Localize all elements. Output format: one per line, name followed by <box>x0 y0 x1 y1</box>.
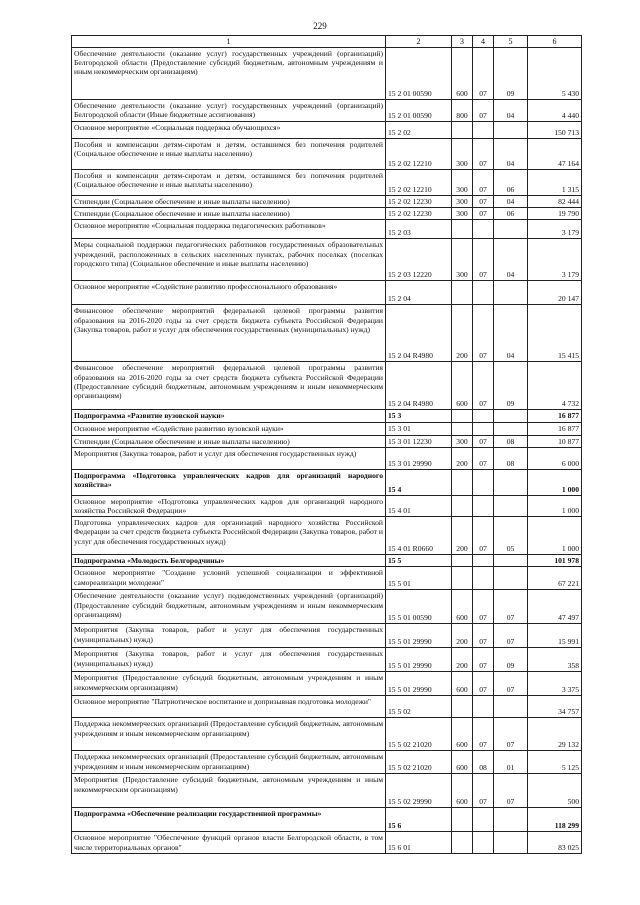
table-row <box>72 517 582 555</box>
row-code: 15 5 02 21020 <box>386 718 452 751</box>
row-code: 15 5 01 29990 <box>386 648 452 672</box>
row-name: Стипендии (Социальное обеспечение и иные выплаты населению) <box>72 208 386 220</box>
row-pr: 04 <box>494 196 528 208</box>
row-pr: 06 <box>494 170 528 196</box>
row-rz <box>473 220 494 239</box>
row-code: 15 2 02 <box>386 122 452 139</box>
row-amount: 3 375 <box>528 672 582 696</box>
row-amount: 82 444 <box>528 196 582 208</box>
row-code: 15 5 02 <box>386 696 452 718</box>
row-vr <box>452 555 473 567</box>
row-name: Финансовое обеспечение мероприятий федеральной целевой программы развития образования на 2016-2020 годы за счет средств бюджета субъекта Российской Федерации (Предоставление субсидий бюджетным, автономным учреждениям и иным некоммерческим организациям) <box>72 362 386 410</box>
row-vr: 300 <box>452 239 473 281</box>
row-amount: 101 978 <box>528 555 582 567</box>
row-pr <box>494 281 528 305</box>
row-vr: 200 <box>452 648 473 672</box>
row-code: 15 4 01 <box>386 495 452 516</box>
row-pr: 09 <box>494 648 528 672</box>
row-vr: 200 <box>452 447 473 469</box>
table-row <box>72 648 582 672</box>
row-code: 15 5 01 00590 <box>386 590 452 624</box>
row-rz: 07 <box>473 435 494 447</box>
row-pr: 07 <box>494 624 528 648</box>
row-pr <box>494 808 528 832</box>
row-rz: 07 <box>473 672 494 696</box>
row-code: 15 2 02 12230 <box>386 208 452 220</box>
row-vr: 200 <box>452 517 473 555</box>
row-rz <box>473 696 494 718</box>
table-row <box>72 718 582 751</box>
table-row <box>72 696 582 718</box>
row-rz: 07 <box>473 774 494 808</box>
row-code: 15 2 04 R4980 <box>386 305 452 362</box>
row-code: 15 5 01 <box>386 567 452 590</box>
row-rz: 07 <box>473 239 494 281</box>
table-row <box>72 122 582 139</box>
row-rz <box>473 122 494 139</box>
row-name: Основное мероприятие «Социальная поддержка педагогических работников» <box>72 220 386 239</box>
row-amount: 16 877 <box>528 422 582 435</box>
row-vr: 200 <box>452 624 473 648</box>
row-pr: 01 <box>494 751 528 774</box>
row-name: Финансовое обеспечение мероприятий федеральной целевой программы развития образования на 2016-2020 годы за счет средств бюджета субъекта Российской Федерации (Закупка товаров, работ и услуг для обеспечения государственных (муниципальных) нужд) <box>72 305 386 362</box>
row-rz: 07 <box>473 305 494 362</box>
row-amount: 5 430 <box>528 48 582 100</box>
row-pr: 09 <box>494 48 528 100</box>
row-rz: 07 <box>473 48 494 100</box>
header-vr: 3 <box>452 36 473 48</box>
row-code: 15 5 02 29990 <box>386 774 452 808</box>
row-pr <box>494 422 528 435</box>
row-rz: 07 <box>473 590 494 624</box>
row-name: Поддержка некоммерческих организаций (Предоставление субсидий бюджетным, автономным учреждениям и иным некоммерческим организациям) <box>72 718 386 751</box>
row-rz: 07 <box>473 624 494 648</box>
row-rz: 07 <box>473 362 494 410</box>
row-name: Обеспечение деятельности (оказание услуг) подведомственных учреждений (организаций) (Предоставление субсидий бюджетным, автономным учреждениям и иным некоммерческим организациям) <box>72 590 386 624</box>
row-amount: 150 713 <box>528 122 582 139</box>
row-amount: 67 221 <box>528 567 582 590</box>
row-vr: 600 <box>452 774 473 808</box>
table-row <box>72 567 582 590</box>
row-name: Обеспечение деятельности (оказание услуг) государственных учреждений (организаций) Белгородской области (Предоставление субсидий бюджетным, автономным учреждениям и иным некоммерческим организациям) <box>72 48 386 100</box>
row-rz: 07 <box>473 170 494 196</box>
table-row <box>72 170 582 196</box>
row-code: 15 5 <box>386 555 452 567</box>
table-body <box>72 48 582 854</box>
row-rz: 07 <box>473 447 494 469</box>
row-name: Основное мероприятие "Создание условий успешной социализации и эффективной самореализации молодежи" <box>72 567 386 590</box>
row-vr <box>452 567 473 590</box>
row-name: Обеспечение деятельности (оказание услуг) государственных учреждений (организаций) Белгородской области (Иные бюджетные ассигнования) <box>72 100 386 122</box>
row-code: 15 5 01 29990 <box>386 672 452 696</box>
header-code: 2 <box>386 36 452 48</box>
row-vr <box>452 410 473 422</box>
row-code: 15 2 02 12230 <box>386 196 452 208</box>
table-row <box>72 495 582 516</box>
row-code: 15 2 04 R4980 <box>386 362 452 410</box>
row-pr <box>494 122 528 139</box>
row-pr: 04 <box>494 139 528 170</box>
row-vr <box>452 808 473 832</box>
row-name: Основное мероприятие «Подготовка управленческих кадров для организаций народного хозяйства Российской Федерации» <box>72 495 386 516</box>
row-code: 15 4 <box>386 469 452 495</box>
row-vr: 600 <box>452 362 473 410</box>
row-vr: 600 <box>452 590 473 624</box>
header-amount: 6 <box>528 36 582 48</box>
row-amount: 6 000 <box>528 447 582 469</box>
row-name: Основное мероприятие «Содействие развитию вузовской науки» <box>72 422 386 435</box>
row-code: 15 2 01 00590 <box>386 48 452 100</box>
row-amount: 118 299 <box>528 808 582 832</box>
row-amount: 20 147 <box>528 281 582 305</box>
row-amount: 47 497 <box>528 590 582 624</box>
row-amount: 15 991 <box>528 624 582 648</box>
row-rz: 07 <box>473 139 494 170</box>
row-amount: 29 132 <box>528 718 582 751</box>
table-row <box>72 410 582 422</box>
table-row <box>72 208 582 220</box>
row-rz: 07 <box>473 100 494 122</box>
row-amount: 19 790 <box>528 208 582 220</box>
row-code: 15 2 03 <box>386 220 452 239</box>
header-rz: 4 <box>473 36 494 48</box>
table-row <box>72 196 582 208</box>
row-pr <box>494 220 528 239</box>
table-row <box>72 435 582 447</box>
row-amount: 1 000 <box>528 517 582 555</box>
row-amount: 1 000 <box>528 495 582 516</box>
header-name: 1 <box>72 36 386 48</box>
row-code: 15 3 01 12230 <box>386 435 452 447</box>
row-name: Основное мероприятие "Обеспечение функций органов власти Белгородской области, в том числе территориальных органов" <box>72 832 386 853</box>
row-name: Мероприятия (Закупка товаров, работ и услуг для обеспечения государственных (муниципальных) нужд) <box>72 648 386 672</box>
row-amount: 83 025 <box>528 832 582 853</box>
row-vr <box>452 696 473 718</box>
row-code: 15 6 01 <box>386 832 452 853</box>
row-amount: 358 <box>528 648 582 672</box>
row-rz: 08 <box>473 751 494 774</box>
row-rz <box>473 410 494 422</box>
row-name: Мероприятия (Закупка товаров, работ и услуг для обеспечения государственных (муниципальных) нужд) <box>72 624 386 648</box>
row-amount: 4 440 <box>528 100 582 122</box>
table-row <box>72 832 582 853</box>
row-amount: 1 000 <box>528 469 582 495</box>
row-rz: 07 <box>473 648 494 672</box>
row-vr: 300 <box>452 170 473 196</box>
row-vr: 300 <box>452 139 473 170</box>
table-row <box>72 751 582 774</box>
row-vr <box>452 469 473 495</box>
row-name: Мероприятия (Закупка товаров, работ и услуг для обеспечения государственных нужд) <box>72 447 386 469</box>
row-pr: 09 <box>494 362 528 410</box>
row-code: 15 2 04 <box>386 281 452 305</box>
row-name: Меры социальной поддержки педагогических работников государственных образовательных учреждений, расположенных в сельских населенных пунктах, рабочих поселках (поселках городского типа) (Социальное обеспечение и иные выплаты населению) <box>72 239 386 281</box>
row-pr <box>494 696 528 718</box>
row-vr: 800 <box>452 100 473 122</box>
row-pr <box>494 832 528 853</box>
row-name: Основное мероприятие «Социальная поддержка обучающихся» <box>72 122 386 139</box>
row-vr <box>452 495 473 516</box>
row-pr: 07 <box>494 774 528 808</box>
row-pr: 04 <box>494 239 528 281</box>
table-row <box>72 774 582 808</box>
row-code: 15 2 02 12210 <box>386 139 452 170</box>
table-row <box>72 590 582 624</box>
row-pr <box>494 555 528 567</box>
row-pr <box>494 410 528 422</box>
table-header-row <box>72 36 582 48</box>
row-amount: 4 732 <box>528 362 582 410</box>
row-code: 15 2 01 00590 <box>386 100 452 122</box>
row-rz <box>473 567 494 590</box>
table-row <box>72 100 582 122</box>
row-amount: 16 877 <box>528 410 582 422</box>
row-amount: 3 179 <box>528 239 582 281</box>
row-vr: 600 <box>452 48 473 100</box>
row-rz: 07 <box>473 517 494 555</box>
table-row <box>72 362 582 410</box>
table-row <box>72 220 582 239</box>
row-name: Поддержка некоммерческих организаций (Предоставление субсидий бюджетным, автономным учреждениям и иным некоммерческим организациям) <box>72 751 386 774</box>
row-vr <box>452 832 473 853</box>
row-vr <box>452 422 473 435</box>
row-vr: 200 <box>452 305 473 362</box>
row-rz <box>473 832 494 853</box>
row-vr <box>452 281 473 305</box>
row-name: Подготовка управленческих кадров для организаций народного хозяйства Российской Федерации за счет средств бюджета субъекта Российской Федерации (Закупка товаров, работ и услуг для обеспечения государственных нужд) <box>72 517 386 555</box>
row-vr: 600 <box>452 751 473 774</box>
row-pr: 08 <box>494 435 528 447</box>
row-amount: 1 315 <box>528 170 582 196</box>
row-amount: 500 <box>528 774 582 808</box>
row-name: Мероприятия (Предоставление субсидий бюджетным, автономным учреждениям и иным некоммерческим организациям) <box>72 672 386 696</box>
row-amount: 15 415 <box>528 305 582 362</box>
row-pr <box>494 567 528 590</box>
table-row <box>72 239 582 281</box>
row-pr: 07 <box>494 718 528 751</box>
row-pr: 04 <box>494 100 528 122</box>
row-amount: 10 877 <box>528 435 582 447</box>
table-row <box>72 139 582 170</box>
row-rz: 07 <box>473 208 494 220</box>
row-code: 15 4 01 R0660 <box>386 517 452 555</box>
row-amount: 3 179 <box>528 220 582 239</box>
row-code: 15 2 03 12220 <box>386 239 452 281</box>
row-pr: 07 <box>494 672 528 696</box>
row-name: Стипендии (Социальное обеспечение и иные выплаты населению) <box>72 435 386 447</box>
row-name: Подпрограмма «Молодость Белгородчины» <box>72 555 386 567</box>
row-rz <box>473 422 494 435</box>
row-name: Подпрограмма «Развитие вузовской науки» <box>72 410 386 422</box>
row-code: 15 6 <box>386 808 452 832</box>
table-row <box>72 624 582 648</box>
row-name: Мероприятия (Предоставление субсидий бюджетным, автономным учреждениям и иным некоммерческим организациям) <box>72 774 386 808</box>
row-name: Основное мероприятие «Содействие развитию профессионального образования» <box>72 281 386 305</box>
row-vr <box>452 220 473 239</box>
row-vr: 300 <box>452 435 473 447</box>
table-row <box>72 447 582 469</box>
row-pr: 04 <box>494 305 528 362</box>
row-vr: 600 <box>452 718 473 751</box>
table-row <box>72 808 582 832</box>
row-name: Стипендии (Социальное обеспечение и иные выплаты населению) <box>72 196 386 208</box>
table-row <box>72 422 582 435</box>
table-row <box>72 305 582 362</box>
row-name: Основное мероприятие "Патриотическое воспитание и допризывная подготовка молодежи" <box>72 696 386 718</box>
row-rz: 07 <box>473 196 494 208</box>
row-code: 15 5 01 29990 <box>386 624 452 648</box>
row-pr: 08 <box>494 447 528 469</box>
row-rz: 07 <box>473 718 494 751</box>
header-pr: 5 <box>494 36 528 48</box>
row-name: Пособия и компенсации детям-сиротам и детям, оставшимся без попечения родителей (Социальное обеспечение и иные выплаты населению) <box>72 139 386 170</box>
row-pr: 06 <box>494 208 528 220</box>
row-amount: 47 164 <box>528 139 582 170</box>
row-rz <box>473 469 494 495</box>
row-code: 15 5 02 21020 <box>386 751 452 774</box>
row-name: Подпрограмма «Подготовка управленческих кадров для организаций народного хозяйства» <box>72 469 386 495</box>
table-row <box>72 48 582 100</box>
row-pr <box>494 495 528 516</box>
row-rz <box>473 281 494 305</box>
row-vr <box>452 122 473 139</box>
row-amount: 5 125 <box>528 751 582 774</box>
row-vr: 300 <box>452 208 473 220</box>
table-row <box>72 281 582 305</box>
row-code: 15 3 01 29990 <box>386 447 452 469</box>
page-number: 229 <box>313 21 327 31</box>
row-rz <box>473 555 494 567</box>
row-rz <box>473 808 494 832</box>
table-row <box>72 555 582 567</box>
row-pr: 07 <box>494 590 528 624</box>
row-code: 15 2 02 12210 <box>386 170 452 196</box>
row-amount: 34 757 <box>528 696 582 718</box>
table-row <box>72 469 582 495</box>
row-vr: 600 <box>452 672 473 696</box>
budget-table <box>71 35 582 854</box>
row-code: 15 3 01 <box>386 422 452 435</box>
row-pr <box>494 469 528 495</box>
row-code: 15 3 <box>386 410 452 422</box>
row-pr: 05 <box>494 517 528 555</box>
table-row <box>72 672 582 696</box>
row-vr: 300 <box>452 196 473 208</box>
row-name: Пособия и компенсации детям-сиротам и детям, оставшимся без попечения родителей (Социальное обеспечение и иные выплаты населению) <box>72 170 386 196</box>
row-name: Подпрограмма «Обеспечение реализации государственной программы» <box>72 808 386 832</box>
row-rz <box>473 495 494 516</box>
